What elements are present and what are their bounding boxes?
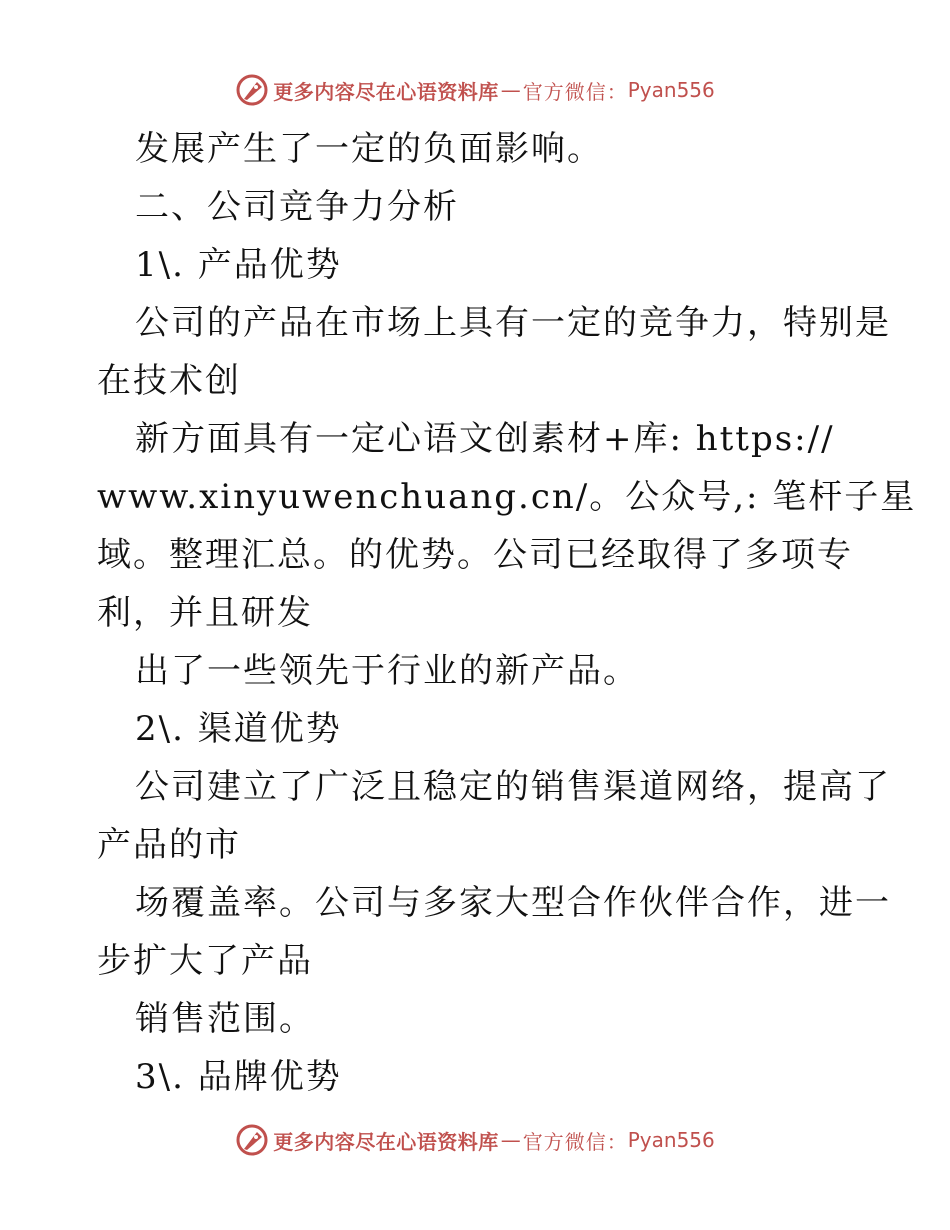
subsection-heading: 2\. 渠道优势 (135, 709, 342, 749)
banner-brand-text: 更多内容尽在心语资料库 (273, 1129, 499, 1154)
banner-dash: — (500, 1128, 521, 1152)
paragraph-line: 在技术创 (97, 361, 241, 401)
paragraph-line: 销售范围。 (135, 999, 315, 1039)
banner-dash: — (500, 78, 521, 102)
banner-official-label: 官方微信： (522, 79, 628, 104)
paragraph-line: 发展产生了一定的负面影响。 (135, 129, 603, 169)
pen-nib-logo-icon (235, 1123, 269, 1157)
subsection-heading: 3\. 品牌优势 (135, 1057, 342, 1097)
pen-nib-logo-icon (235, 73, 269, 107)
paragraph-line: 步扩大了产品 (97, 941, 313, 981)
document-body (97, 120, 917, 1106)
subsection-heading: 1\. 产品优势 (135, 245, 342, 285)
paragraph-line: 利，并且研发 (97, 593, 313, 633)
banner-wechat-id: Pyan556 (627, 78, 715, 102)
paragraph-line: 公司的产品在市场上具有一定的竞争力，特别是 (135, 303, 891, 343)
section-heading: 二、公司竞争力分析 (135, 187, 459, 227)
header-watermark-banner (0, 70, 950, 110)
paragraph-line: 公司建立了广泛且稳定的销售渠道网络，提高了 (135, 767, 891, 807)
paragraph-line: 域。整理汇总。的优势。公司已经取得了多项专 (97, 535, 853, 575)
paragraph-line: 产品的市 (97, 825, 241, 865)
banner-brand-text: 更多内容尽在心语资料库 (273, 79, 499, 104)
paragraph-line: www.xinyuwenchuang.cn/。公众号,: 笔杆子星 (97, 477, 917, 517)
paragraph-line: 新方面具有一定心语文创素材+库: https:// (135, 419, 835, 459)
paragraph-line: 出了一些领先于行业的新产品。 (135, 651, 639, 691)
footer-watermark-banner (0, 1120, 950, 1160)
banner-official-label: 官方微信： (522, 1129, 628, 1154)
paragraph-line: 场覆盖率。公司与多家大型合作伙伴合作，进一 (135, 883, 891, 923)
banner-wechat-id: Pyan556 (627, 1128, 715, 1152)
